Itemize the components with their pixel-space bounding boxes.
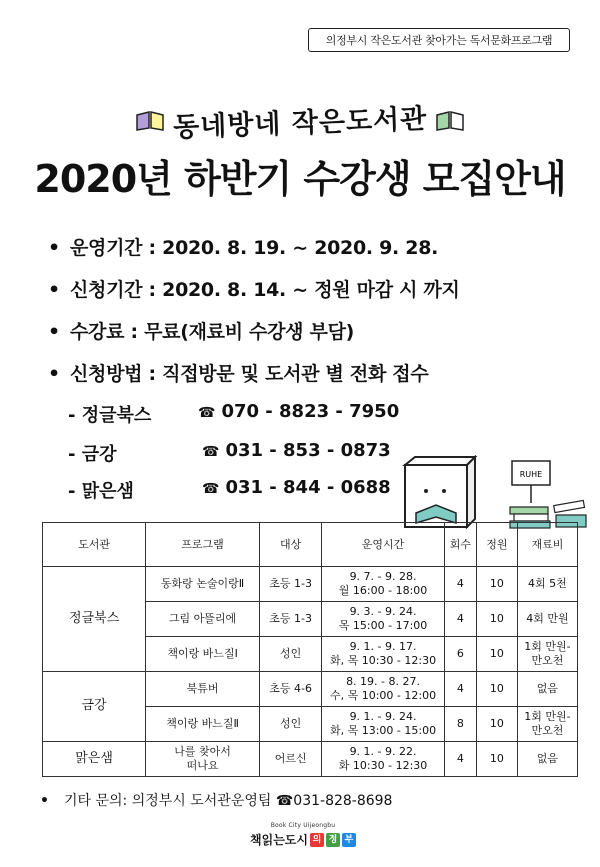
phone-malgeun-saem: - 맑은샘 ☎ 031 - 844 - 0688 [68, 477, 391, 502]
info-period: • 운영기간 : 2020. 8. 19. ~ 2020. 9. 28. [48, 237, 439, 259]
capacity-cell: 10 [476, 602, 517, 637]
count-cell: 6 [444, 637, 476, 672]
phone-icon: ☎ [202, 444, 220, 460]
table-row [43, 672, 578, 707]
fee-cell: 4회 만원 [517, 602, 577, 637]
program-cell: 책이랑 바느질Ⅰ [146, 637, 260, 672]
col-header-library: 도서관 [43, 523, 146, 567]
count-cell: 4 [444, 742, 476, 777]
logo-tagline: Book City Uijeongbu [270, 822, 336, 829]
subtitle-banner [120, 95, 480, 145]
phone-icon: ☎ [198, 405, 216, 421]
fee-cell: 1회 만원- 만오천 [517, 707, 577, 742]
col-header-capacity: 정원 [476, 523, 517, 567]
program-cell: 동화랑 논술이랑Ⅱ [146, 567, 260, 602]
fee-cell: 없음 [517, 672, 577, 707]
logo-box-3: 부 [342, 833, 356, 847]
target-cell: 어르신 [260, 742, 322, 777]
target-cell: 초등 4-6 [260, 672, 322, 707]
footer-contact-note: • 기타 문의: 의정부시 도서관운영팀 ☎031-828-8698 [40, 793, 393, 809]
target-cell: 성인 [260, 637, 322, 672]
program-cell: 책이랑 바느질Ⅱ [146, 707, 260, 742]
open-book-icon [435, 109, 465, 131]
time-cell: 9. 1. - 9. 22. 화 10:30 - 12:30 [322, 742, 444, 777]
target-cell: 초등 1-3 [260, 602, 322, 637]
program-cell: 그림 아뜰리에 [146, 602, 260, 637]
fee-cell: 1회 만원- 만오천 [517, 637, 577, 672]
count-cell: 8 [444, 707, 476, 742]
time-cell: 9. 3. - 9. 24. 목 15:00 - 17:00 [322, 602, 444, 637]
info-method: • 신청방법 : 직접방문 및 도서관 별 전화 접수 [48, 363, 429, 385]
table-row [43, 567, 578, 602]
count-cell: 4 [444, 567, 476, 602]
info-fee: • 수강료 : 무료(재료비 수강생 부담) [48, 321, 355, 343]
col-header-fee: 재료비 [517, 523, 577, 567]
fee-cell: 없음 [517, 742, 577, 777]
program-cell: 나를 찾아서 떠나요 [146, 742, 260, 777]
col-header-target: 대상 [260, 523, 322, 567]
count-cell: 4 [444, 672, 476, 707]
logo-box-2: 정 [326, 833, 340, 847]
table-row [43, 742, 578, 777]
capacity-cell: 10 [476, 742, 517, 777]
count-cell: 4 [444, 602, 476, 637]
table-header-row [43, 523, 578, 567]
time-cell: 9. 1. - 9. 24. 화, 목 13:00 - 15:00 [322, 707, 444, 742]
time-cell: 9. 7. - 9. 28. 월 16:00 - 18:00 [322, 567, 444, 602]
capacity-cell: 10 [476, 637, 517, 672]
library-cell: 정글북스 [43, 567, 146, 672]
open-book-icon [135, 109, 165, 131]
program-cell: 북튜버 [146, 672, 260, 707]
fee-cell: 4회 5천 [517, 567, 577, 602]
capacity-cell: 10 [476, 707, 517, 742]
col-header-count: 회수 [444, 523, 476, 567]
page-title: 2020년 하반기 수강생 모집안내 [34, 157, 566, 201]
target-cell: 성인 [260, 707, 322, 742]
logo-box-1: 의 [310, 833, 324, 847]
capacity-cell: 10 [476, 672, 517, 707]
time-cell: 9. 1. - 9. 17. 화, 목 10:30 - 12:30 [322, 637, 444, 672]
col-header-time: 운영시간 [322, 523, 444, 567]
logo-text: 책읽는도시 [250, 833, 308, 847]
library-cell: 금강 [43, 672, 146, 742]
col-header-program: 프로그램 [146, 523, 260, 567]
schedule-table [42, 522, 578, 777]
phone-jungle-books: - 정글북스 ☎ 070 - 8823 - 7950 [68, 401, 400, 426]
target-cell: 초등 1-3 [260, 567, 322, 602]
library-cell: 맑은샘 [43, 742, 146, 777]
sign-text: RUHE [519, 470, 543, 479]
phone-icon: ☎ [202, 481, 220, 497]
subtitle: 동네방네 작은도서관 [172, 103, 428, 143]
program-tag: 의정부시 작은도서관 찾아가는 독서문화프로그램 [308, 28, 570, 52]
time-cell: 8. 19. - 8. 27. 수, 목 10:00 - 12:00 [322, 672, 444, 707]
book-city-logo [248, 822, 358, 848]
info-application-period: • 신청기간 : 2020. 8. 14. ~ 정원 마감 시 까지 [48, 279, 460, 301]
capacity-cell: 10 [476, 567, 517, 602]
phone-geumgang: - 금강 ☎ 031 - 853 - 0873 [68, 440, 391, 465]
